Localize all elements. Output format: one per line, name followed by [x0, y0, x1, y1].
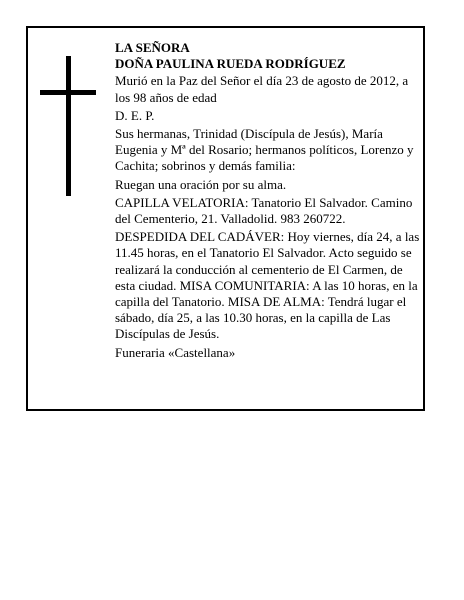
- prayer-request: Ruegan una oración por su alma.: [115, 176, 287, 192]
- funeral-home: Funeraria «Castellana»: [115, 344, 236, 360]
- rest-in-peace: D. E. P.: [115, 107, 155, 123]
- death-details: Murió en la Paz del Señor el día 23 de agosto de 2012, a los 98 años de edad: [115, 73, 409, 105]
- cross-vertical-bar: [66, 56, 71, 196]
- obituary-notice: [26, 26, 425, 411]
- chapel-info: CAPILLA VELATORIA: Tanatorio El Salvador. Camino del Cementerio, 21. Valladolid. 983 260722.: [115, 194, 413, 227]
- cross-horizontal-bar: [40, 90, 96, 95]
- notice-title: LA SEÑORA: [115, 40, 190, 55]
- deceased-name: DOÑA PAULINA RUEDA RODRÍGUEZ: [115, 56, 346, 72]
- family-list: Sus hermanas, Trinidad (Discípula de Jesús), María Eugenia y Mª del Rosario; hermanos políticos, Lorenzo y Cachita; sobrinos y demás familia:: [115, 126, 414, 174]
- cross-icon: [40, 56, 96, 196]
- funeral-schedule: DESPEDIDA DEL CADÁVER: Hoy viernes, día 24, a las 11.45 horas, en el Tanatorio El Salvador. Acto seguido se realizará la conducción al cementerio de El Carmen, de esta ciudad. MISA COMUNITARIA: A las 10 horas, en la capilla del Tanatorio. MISA DE ALMA: Tendrá lugar el sábado, día 25, a las 10.30 horas, en la capilla de Las Discípulas de Jesús.: [115, 229, 420, 342]
- notice-text: [115, 40, 423, 363]
